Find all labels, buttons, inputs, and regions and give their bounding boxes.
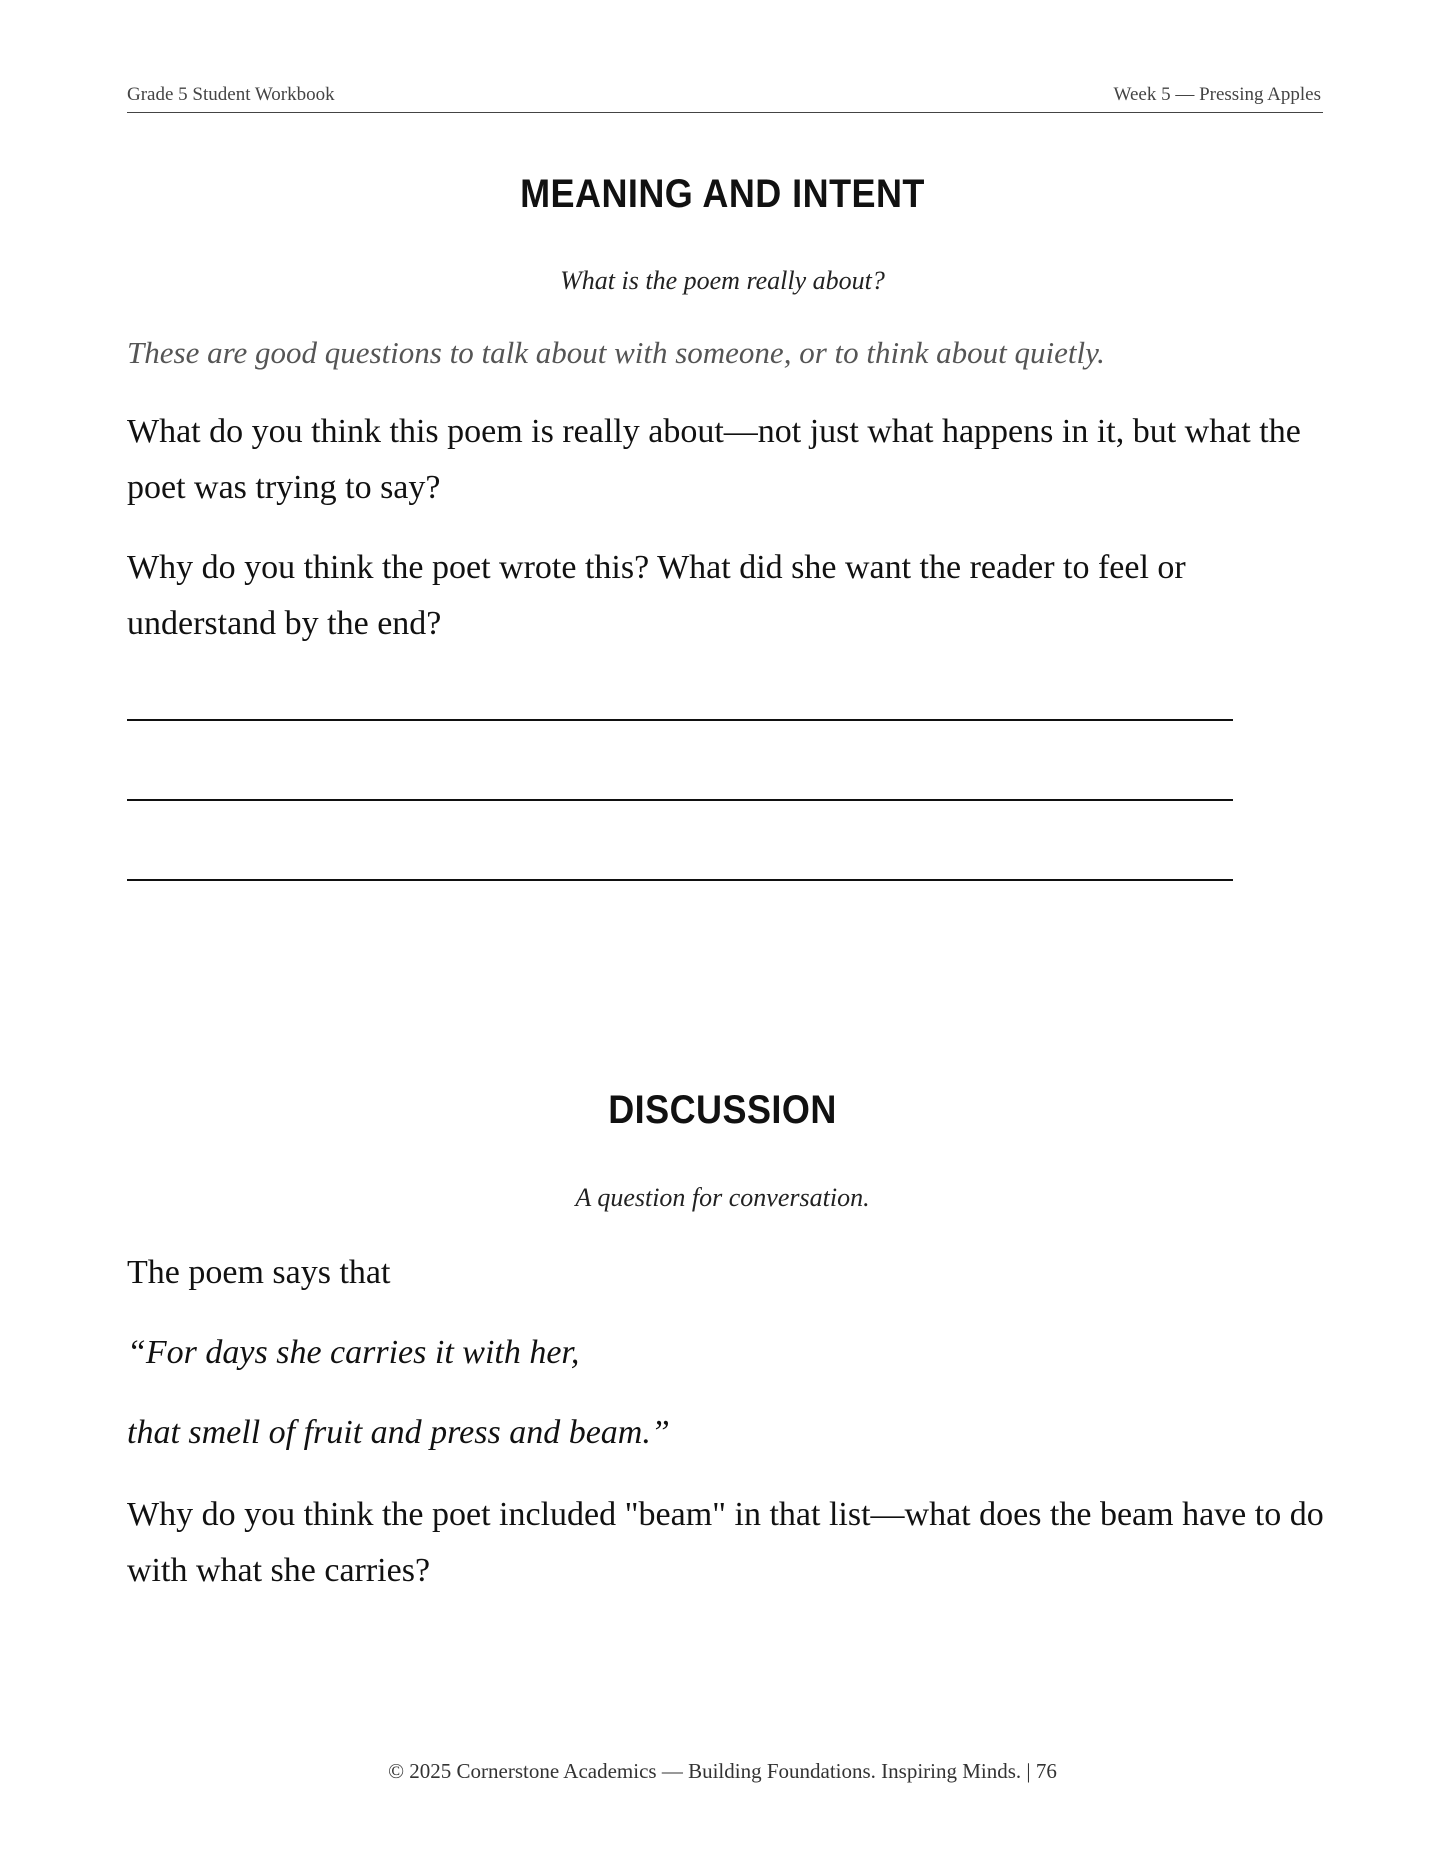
meaning-question-2: Why do you think the poet wrote this? What did she want the reader to feel or understand by the end? xyxy=(127,549,1186,642)
discussion-question: Why do you think the poet included "beam" in that list—what does the beam have to do with what she carries? xyxy=(127,1496,1324,1589)
meaning-instruction: These are good questions to talk about with someone, or to think about quietly. xyxy=(127,335,1105,370)
meaning-section-subtitle: What is the poem really about? xyxy=(560,266,885,295)
meaning-question-1: What do you think this poem is really about—not just what happens in it, but what the poet was trying to say? xyxy=(127,413,1301,506)
discussion-section-subtitle: A question for conversation. xyxy=(575,1183,870,1212)
running-header xyxy=(127,80,1323,113)
meaning-section-title: MEANING AND INTENT xyxy=(520,172,925,216)
discussion-intro: The poem says that xyxy=(127,1254,391,1291)
answer-line-1[interactable] xyxy=(127,719,1233,721)
poem-quote-line-2: that smell of fruit and press and beam.” xyxy=(127,1414,670,1451)
header-workbook-title: Grade 5 Student Workbook xyxy=(127,84,335,105)
header-week-title: Week 5 — Pressing Apples xyxy=(1113,84,1321,105)
poem-quote-line-1: “For days she carries it with her, xyxy=(127,1334,580,1371)
answer-line-2[interactable] xyxy=(127,799,1233,801)
answer-line-3[interactable] xyxy=(127,879,1233,881)
discussion-section-title: DISCUSSION xyxy=(608,1088,837,1132)
page-footer: © 2025 Cornerstone Academics — Building Foundations. Inspiring Minds. | 76 xyxy=(388,1759,1057,1783)
